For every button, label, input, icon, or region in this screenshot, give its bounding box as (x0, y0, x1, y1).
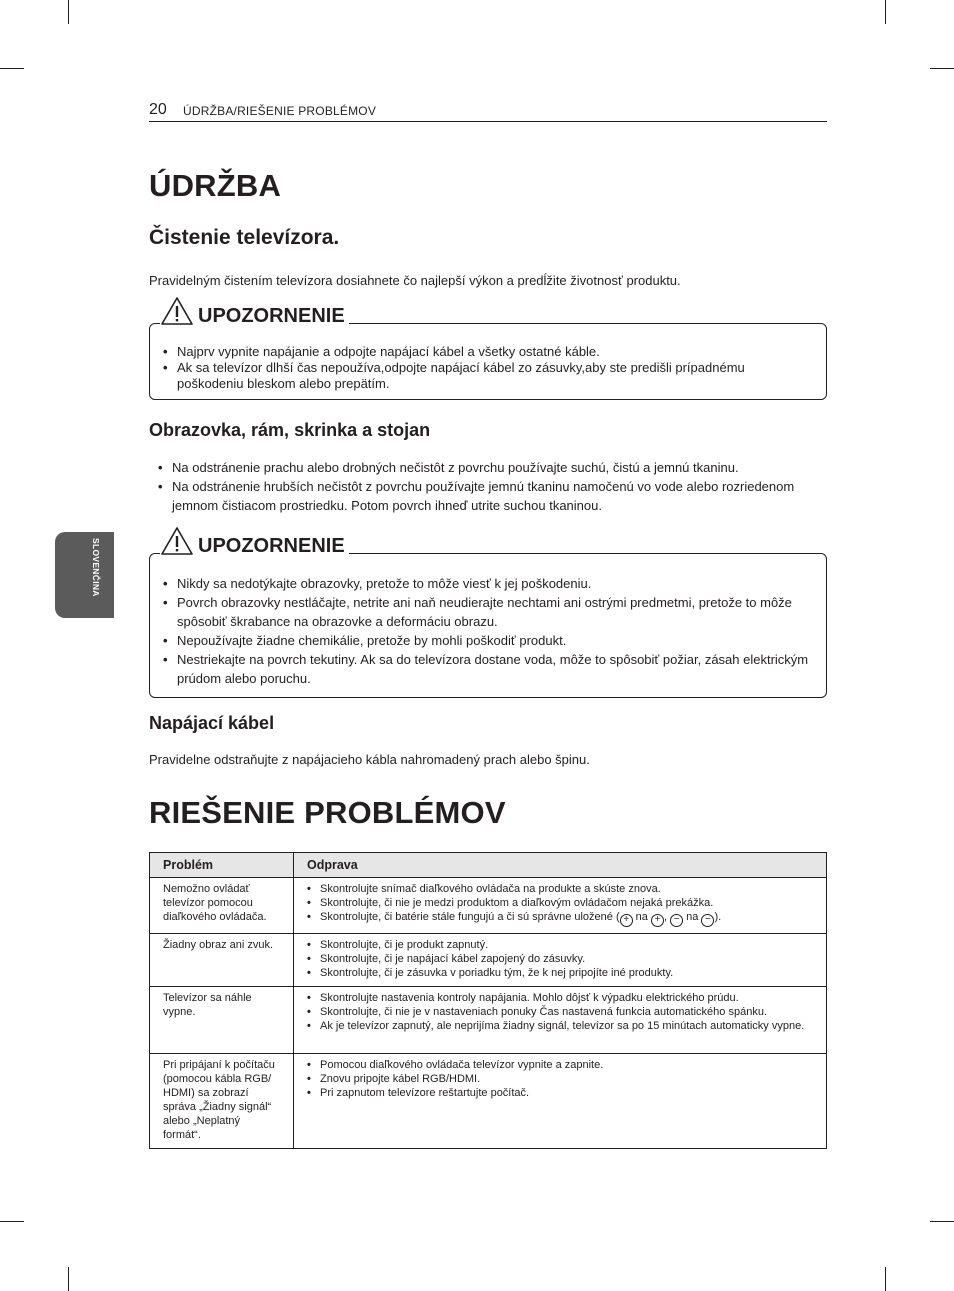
cleaning-subtitle: Čistenie televízora. (149, 226, 340, 249)
language-label: SLOVENČINA (91, 538, 101, 597)
solution-list (307, 991, 813, 1033)
crop-mark (930, 68, 954, 69)
warning-icon (160, 296, 194, 326)
list-item: • Skontrolujte, či nie je v nastaveniach ponuky Čas nastavená funkcia automatického spánku. (307, 1005, 813, 1019)
list-item: • Znovu pripojte kábel RGB/HDMI. (307, 1072, 813, 1086)
list-item: • Pomocou diaľkového ovládača televízor vypnite a zapnite. (307, 1058, 813, 1072)
warning-list (163, 574, 813, 688)
plus-symbol-icon: + (651, 914, 664, 927)
crop-mark (885, 1267, 886, 1291)
minus-symbol-icon: − (670, 914, 683, 927)
list-item: • Skontrolujte, či je zásuvka v poriadku tým, že k nej pripojíte iné produkty. (307, 966, 813, 980)
column-header-problem: Problém (150, 853, 294, 878)
battery-text-on: na (683, 911, 702, 923)
solution-cell (294, 878, 827, 934)
warning-icon (160, 526, 194, 556)
crop-mark (68, 1267, 69, 1291)
list-item: • Skontrolujte, či je napájací kábel zapojený do zásuvky. (307, 952, 813, 966)
maintenance-title: ÚDRŽBA (149, 168, 282, 203)
list-item: • Nestriekajte na povrch tekutiny. Ak sa do televízora dostane voda, môže to spôsobiť požiar, zásah elektrickým prúdom alebo poruchu. (163, 650, 813, 688)
page-number: 20 (149, 101, 167, 118)
solution-list (307, 938, 813, 980)
list-item: • Skontrolujte, či je produkt zapnutý. (307, 938, 813, 952)
battery-text-prefix: Skontrolujte, či batérie stále fungujú a či sú správne uložené ( (320, 911, 620, 923)
list-item: • Na odstránenie prachu alebo drobných nečistôt z povrchu používajte suchú, čistú a jemnú tkaninu. (158, 458, 808, 477)
troubleshooting-title: RIEŠENIE PROBLÉMOV (149, 795, 506, 830)
battery-text-on: na (632, 911, 651, 923)
list-item: • Povrch obrazovky nestláčajte, netrite ani naň neudierajte nechtami ani ostrými predmetmi, pretože to môže spôsobiť škrabance na obrazovke a deformáciu obrazu. (163, 593, 813, 631)
crop-mark (0, 68, 24, 69)
solution-cell (294, 987, 827, 1054)
running-head: ÚDRŽBA/RIEŠENIE PROBLÉMOV (183, 104, 377, 118)
column-header-solution: Odprava (294, 853, 827, 878)
solution-list (307, 1058, 813, 1100)
battery-text-comma: , (663, 911, 671, 923)
minus-symbol-icon: − (701, 914, 714, 927)
solution-cell (294, 934, 827, 987)
warning-header (160, 526, 349, 556)
table-row (150, 987, 827, 1054)
language-side-tab (55, 532, 114, 618)
troubleshooting-table (149, 852, 827, 1149)
table-row (150, 1054, 827, 1149)
screen-list (158, 458, 808, 515)
table-row (150, 878, 827, 934)
solution-cell (294, 1054, 827, 1149)
list-item: • Pri zapnutom televízore reštartujte počítač. (307, 1086, 813, 1100)
crop-mark (885, 0, 886, 24)
crop-mark (68, 0, 69, 24)
table-header-row (150, 853, 827, 878)
cable-heading: Napájací kábel (149, 713, 275, 733)
header-rule (149, 121, 827, 122)
list-item: • Ak sa televízor dlhší čas nepoužíva,odpojte napájací kábel zo zásuvky,aby ste predišli prípadnému poškodeniu bleskom alebo prepätím. (163, 360, 813, 392)
list-item: • Nikdy sa nedotýkajte obrazovky, pretože to môže viesť k jej poškodeniu. (163, 574, 813, 593)
battery-text-suffix: ). (714, 911, 722, 923)
problem-cell: Žiadny obraz ani zvuk. (150, 934, 294, 987)
plus-symbol-icon: + (620, 914, 633, 927)
list-item: • Nepoužívajte žiadne chemikálie, pretože by mohli poškodiť produkt. (163, 631, 813, 650)
table-row (150, 934, 827, 987)
warning-box-2 (149, 535, 827, 698)
warning-title: UPOZORNENIE (198, 305, 345, 327)
warning-box-1 (149, 305, 827, 400)
warning-header (160, 296, 349, 326)
screen-heading: Obrazovka, rám, skrinka a stojan (149, 420, 431, 440)
list-item: • Skontrolujte snímač diaľkového ovládača na produkte a skúste znova. (307, 882, 813, 896)
list-item: • Skontrolujte nastavenia kontroly napájania. Mohlo dôjsť k výpadku elektrického prúdu. (307, 991, 813, 1005)
crop-mark (930, 1221, 954, 1222)
list-item: • Skontrolujte, či nie je medzi produktom a diaľkovým ovládačom nejaká prekážka. (307, 896, 813, 910)
warning-title: UPOZORNENIE (198, 535, 345, 557)
list-item (307, 910, 813, 927)
list-item: • Najprv vypnite napájanie a odpojte napájací kábel a všetky ostatné káble. (163, 344, 813, 360)
list-item: • Ak je televízor zapnutý, ale neprijíma žiadny signál, televízor sa po 15 minútach automaticky vypne. (307, 1019, 813, 1033)
problem-cell: Nemožno ovládať televízor pomocou diaľkového ovládača. (150, 878, 294, 934)
list-item: • Na odstránenie hrubších nečistôt z povrchu používajte jemnú tkaninu namočenú vo vode alebo rozriedenom jemnom čistiacom prostriedku. Potom povrch ihneď utrite suchou tkaninou. (158, 477, 808, 515)
cable-text: Pravidelne odstraňujte z napájacieho kábla nahromadený prach alebo špinu. (149, 752, 590, 767)
problem-cell: Televízor sa náhle vypne. (150, 987, 294, 1054)
cleaning-intro: Pravidelným čistením televízora dosiahnete čo najlepší výkon a predĺžite životnosť produktu. (149, 273, 681, 288)
solution-list (307, 882, 813, 927)
warning-list (163, 344, 813, 392)
crop-mark (0, 1221, 24, 1222)
problem-cell: Pri pripájaní k počítaču (pomocou kábla RGB/ HDMI) sa zobrazí správa „Žiadny signál“ alebo „Neplatný formát“. (150, 1054, 294, 1149)
